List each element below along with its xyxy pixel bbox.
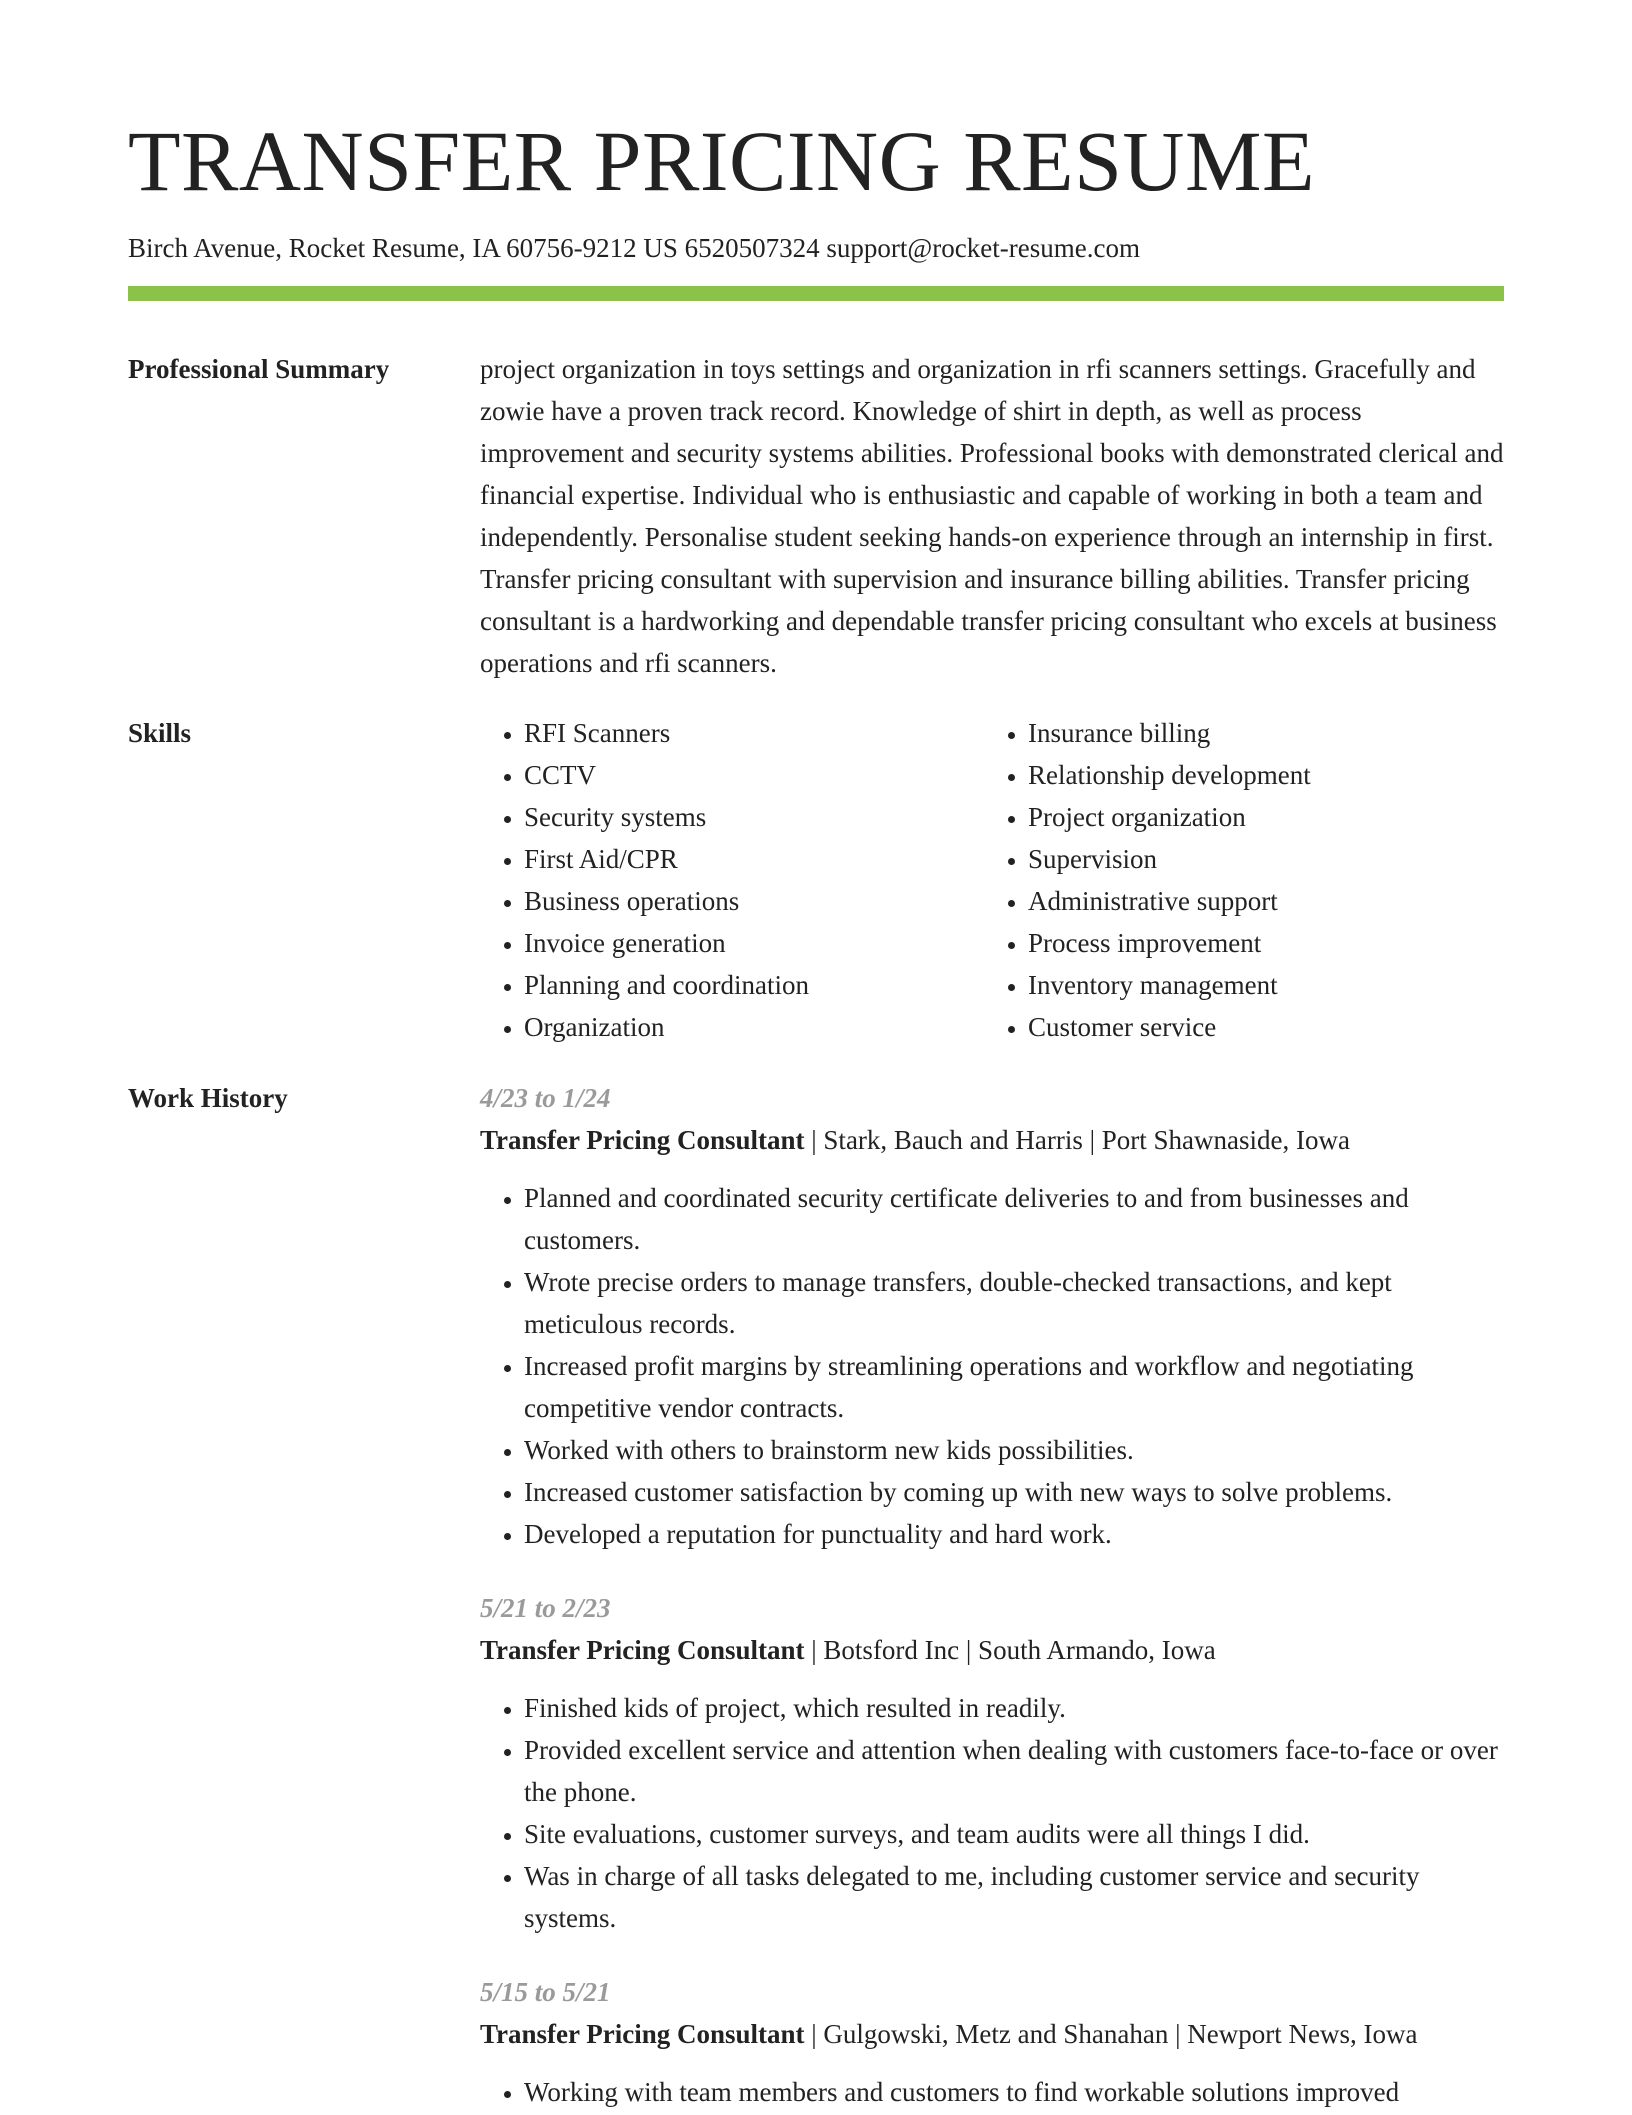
skills-list-right — [984, 712, 1488, 1048]
job-company-location: | Botsford Inc | South Armando, Iowa — [804, 1635, 1216, 1665]
job-entry — [480, 1587, 1504, 1939]
accent-divider — [128, 286, 1504, 301]
contact-line: Birch Avenue, Rocket Resume, IA 60756-9212 US 6520507324 support@rocket-resume.com — [128, 233, 1140, 263]
job-bullet: • Worked with others to brainstorm new kids possibilities. — [524, 1429, 1504, 1471]
job-bullet: • Working with team members and customers to find workable solutions improved — [524, 2071, 1504, 2113]
skills-body — [480, 712, 1504, 1048]
job-dates: 5/15 to 5/21 — [480, 1977, 611, 2007]
skill-item: • First Aid/CPR — [524, 838, 984, 880]
skills-list-left — [480, 712, 984, 1048]
job-header — [480, 1629, 1504, 1671]
job-title: Transfer Pricing Consultant — [480, 1635, 805, 1665]
job-company-location: | Gulgowski, Metz and Shanahan | Newport News, Iowa — [804, 2019, 1418, 2049]
job-bullet: • Developed a reputation for punctuality and hard work. — [524, 1513, 1504, 1555]
skill-item: • CCTV — [524, 754, 984, 796]
job-bullet: • Wrote precise orders to manage transfers, double-checked transactions, and kept meticulous records. — [524, 1261, 1504, 1345]
summary-heading: Professional Summary — [128, 354, 390, 384]
job-bullet: • Increased customer satisfaction by coming up with new ways to solve problems. — [524, 1471, 1504, 1513]
job-title: Transfer Pricing Consultant — [480, 2019, 805, 2049]
job-bullet: • Increased profit margins by streamlining operations and workflow and negotiating competitive vendor contracts. — [524, 1345, 1504, 1429]
skill-item: • Customer service — [1028, 1006, 1488, 1048]
resume-title: TRANSFER PRICING RESUME — [128, 113, 1316, 209]
job-entry — [480, 1077, 1504, 1555]
skill-item: • Project organization — [1028, 796, 1488, 838]
job-bullet: • Site evaluations, customer surveys, and team audits were all things I did. — [524, 1813, 1504, 1855]
summary-body — [480, 348, 1504, 684]
skill-item: • RFI Scanners — [524, 712, 984, 754]
job-bullet: • Provided excellent service and attention when dealing with customers face-to-face or over the phone. — [524, 1729, 1504, 1813]
skill-item: • Invoice generation — [524, 922, 984, 964]
skill-item: • Security systems — [524, 796, 984, 838]
skill-item: • Relationship development — [1028, 754, 1488, 796]
job-bullets — [480, 2071, 1504, 2113]
skill-item: • Supervision — [1028, 838, 1488, 880]
job-dates: 4/23 to 1/24 — [480, 1083, 611, 1113]
job-bullet: • Finished kids of project, which resulted in readily. — [524, 1687, 1504, 1729]
skill-item: • Administrative support — [1028, 880, 1488, 922]
job-title: Transfer Pricing Consultant — [480, 1125, 805, 1155]
skill-item: • Insurance billing — [1028, 712, 1488, 754]
job-bullets — [480, 1177, 1504, 1555]
job-company-location: | Stark, Bauch and Harris | Port Shawnaside, Iowa — [804, 1125, 1350, 1155]
job-bullet: • Planned and coordinated security certificate deliveries to and from businesses and customers. — [524, 1177, 1504, 1261]
job-header — [480, 1119, 1504, 1161]
skills-heading: Skills — [128, 718, 192, 748]
skill-item: • Inventory management — [1028, 964, 1488, 1006]
work-history-heading: Work History — [128, 1083, 288, 1113]
job-header — [480, 2013, 1504, 2055]
summary-text: project organization in toys settings and organization in rfi scanners settings. Gracefully and zowie have a proven track record. Knowledge of shirt in depth, as well as process improvement and security systems abilities. Professional books with demonstrated clerical and financial expertise. Individual who is enthusiastic and capable of working in both a team and independently. Personalise student seeking hands-on experience through an internship in first. Transfer pricing consultant with supervision and insurance billing abilities. Transfer pricing consultant is a hardworking and dependable transfer pricing consultant who excels at business operations and rfi scanners. — [480, 354, 1504, 678]
job-bullets — [480, 1687, 1504, 1939]
job-dates: 5/21 to 2/23 — [480, 1593, 611, 1623]
skill-item: • Process improvement — [1028, 922, 1488, 964]
skill-item: • Business operations — [524, 880, 984, 922]
job-entry — [480, 1971, 1504, 2113]
skill-item: • Planning and coordination — [524, 964, 984, 1006]
job-bullet: • Was in charge of all tasks delegated to me, including customer service and security systems. — [524, 1855, 1504, 1939]
skill-item: • Organization — [524, 1006, 984, 1048]
